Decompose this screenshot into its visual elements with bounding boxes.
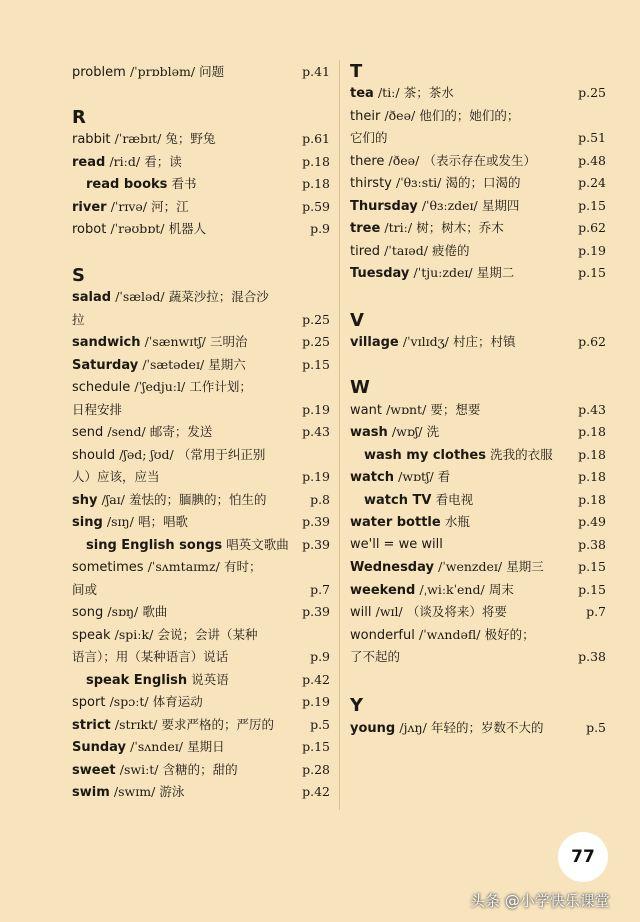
entry-salad-cont: 拉 p.25 — [72, 312, 330, 327]
entry-read-books: read books 看书 p.18 — [86, 176, 330, 192]
entry-river: river /ˈrɪvə/ 河；江 p.59 — [72, 199, 330, 215]
entry-wash-my-clothes: wash my clothes 洗我的衣服 p.18 — [364, 447, 606, 463]
entry-wash: wash /wɒʃ/ 洗 p.18 — [350, 424, 606, 440]
section-header-s: S — [72, 265, 85, 286]
section-header-v: V — [350, 310, 364, 331]
entry-song: song /sɒŋ/ 歌曲 p.39 — [72, 604, 330, 620]
entry-should: should /ʃəd; ʃʊd/ （常用于纠正别 — [72, 447, 266, 463]
entry-problem: problem /ˈprɒbləm/ 问题 p.41 — [72, 64, 330, 80]
entry-sometimes: sometimes /ˈsʌmtaɪmz/ 有时； — [72, 559, 262, 575]
section-header-r: R — [72, 107, 86, 128]
entry-saturday: Saturday /ˈsætədeɪ/ 星期六 p.15 — [72, 357, 330, 373]
entry-speak-english: speak English 说英语 p.42 — [86, 672, 330, 688]
entry-water-bottle: water bottle 水瓶 p.49 — [350, 514, 606, 530]
entry-schedule: schedule /ˈʃedjuːl/ 工作计划； — [72, 379, 252, 395]
entry-tuesday: Tuesday /ˈtjuːzdeɪ/ 星期二 p.15 — [350, 265, 606, 281]
entry-wednesday: Wednesday /ˈwenzdeɪ/ 星期三 p.15 — [350, 559, 606, 575]
entry-watch: watch /wɒtʃ/ 看 p.18 — [350, 469, 606, 485]
entry-strict: strict /strɪkt/ 要求严格的；严厉的 p.5 — [72, 717, 330, 733]
entry-sing-english-songs: sing English songs 唱英文歌曲 p.39 — [86, 537, 330, 553]
entry-sport: sport /spɔːt/ 体育运动 p.19 — [72, 694, 330, 710]
entry-watch-tv: watch TV 看电视 p.18 — [364, 492, 606, 508]
entry-speak-cont: 语言）；用（某种语言）说话 p.9 — [72, 649, 330, 664]
entry-will: will /wɪl/ （谈及将来）将要 p.7 — [350, 604, 606, 620]
entry-read: read /riːd/ 看；读 p.18 — [72, 154, 330, 170]
watermark-text: 头条 @小学快乐课堂 — [470, 892, 610, 910]
entry-thursday: Thursday /ˈθɜːzdeɪ/ 星期四 p.15 — [350, 198, 606, 214]
entry-swim: swim /swɪm/ 游泳 p.42 — [72, 784, 330, 800]
entry-tired: tired /ˈtaɪəd/ 疲倦的 p.19 — [350, 243, 606, 259]
section-header-w: W — [350, 377, 370, 398]
entry-rabbit: rabbit /ˈræbɪt/ 兔；野兔 p.61 — [72, 131, 330, 147]
entry-sweet: sweet /swiːt/ 含糖的；甜的 p.28 — [72, 762, 330, 778]
entry-robot: robot /ˈrəʊbɒt/ 机器人 p.9 — [72, 221, 330, 237]
entry-young: young /jʌŋ/ 年轻的；岁数不大的 p.5 — [350, 720, 606, 736]
entry-schedule-cont: 日程安排 p.19 — [72, 402, 330, 417]
entry-should-cont: 人）应该，应当 p.19 — [72, 469, 330, 484]
entry-salad: salad /ˈsæləd/ 蔬菜沙拉；混合沙 — [72, 289, 269, 305]
entry-sunday: Sunday /ˈsʌndeɪ/ 星期日 p.15 — [72, 739, 330, 755]
entry-speak: speak /spiːk/ 会说；会讲（某种 — [72, 627, 258, 643]
page-number-badge: 77 — [558, 832, 608, 882]
entry-tree: tree /triː/ 树；树木；乔木 p.62 — [350, 220, 606, 236]
entry-well: we'll = we will p.38 — [350, 537, 606, 552]
entry-thirsty: thirsty /ˈθɜːsti/ 渴的；口渴的 p.24 — [350, 175, 606, 191]
entry-want: want /wɒnt/ 要；想要 p.43 — [350, 402, 606, 418]
entry-sing: sing /sɪŋ/ 唱；唱歌 p.39 — [72, 514, 330, 530]
entry-their-cont: 它们的 p.51 — [350, 130, 606, 145]
entry-weekend: weekend /ˌwiːkˈend/ 周末 p.15 — [350, 582, 606, 598]
entry-village: village /ˈvɪlɪdʒ/ 村庄；村镇 p.62 — [350, 334, 606, 350]
entry-there: there /ðeə/ （表示存在或发生） p.48 — [350, 153, 606, 169]
entry-send: send /send/ 邮寄；发送 p.43 — [72, 424, 330, 440]
entry-sandwich: sandwich /ˈsænwɪtʃ/ 三明治 p.25 — [72, 334, 330, 350]
entry-tea: tea /tiː/ 茶；茶水 p.25 — [350, 85, 606, 101]
entry-wonderful: wonderful /ˈwʌndəfl/ 极好的； — [350, 627, 535, 643]
entry-wonderful-cont: 了不起的 p.38 — [350, 649, 606, 664]
entry-sometimes-cont: 间或 p.7 — [72, 582, 330, 597]
section-header-t: T — [350, 61, 363, 82]
section-header-y: Y — [350, 695, 364, 716]
entry-shy: shy /ʃaɪ/ 羞怯的；腼腆的；怕生的 p.8 — [72, 492, 330, 508]
entry-their: their /ðeə/ 他们的；她们的； — [350, 108, 520, 124]
